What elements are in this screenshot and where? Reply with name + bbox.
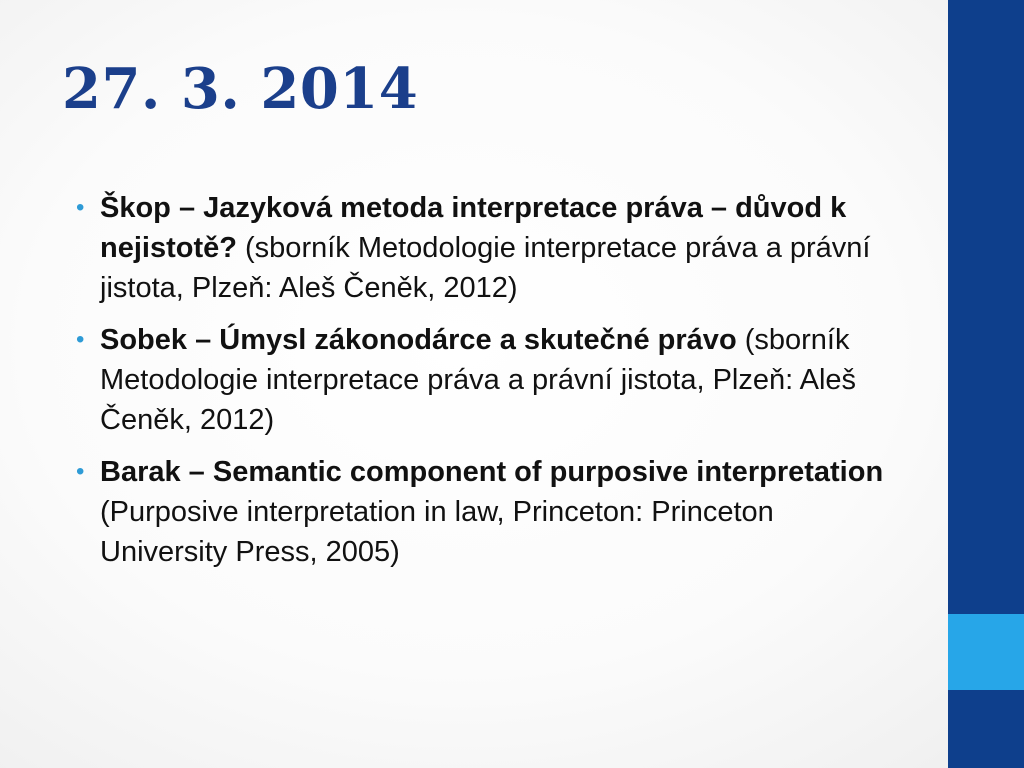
side-bar-dark-segment-bottom bbox=[948, 690, 1024, 768]
bullet-bold-text: Škop – Jazyková metoda interpretace práva – důvod k nejistotě? bbox=[100, 192, 847, 264]
slide-title: 27. 3. 2014 bbox=[62, 56, 419, 122]
bullet-marker-icon: • bbox=[76, 458, 85, 485]
bullet-list bbox=[76, 188, 906, 584]
bullet-bold-text: Barak – Semantic component of purposive interpretation bbox=[100, 456, 884, 488]
bullet-bold-text: Sobek – Úmysl zákonodárce a skutečné právo bbox=[100, 324, 737, 356]
side-bar-accent-segment bbox=[948, 614, 1024, 690]
bullet-normal-text: (sborník Metodologie interpretace práva a právní jistota, Plzeň: Aleš Čeněk, 2012) bbox=[100, 324, 857, 436]
bullet-normal-text: (Purposive interpretation in law, Princeton: Princeton University Press, 2005) bbox=[100, 496, 774, 568]
bullet-marker-icon: • bbox=[76, 326, 85, 353]
bullet-normal-text: (sborník Metodologie interpretace práva a právní jistota, Plzeň: Aleš Čeněk, 2012) bbox=[100, 232, 871, 304]
bullet-item bbox=[76, 452, 906, 572]
side-bar-dark-segment bbox=[948, 0, 1024, 614]
bullet-marker-icon: • bbox=[76, 194, 85, 221]
bullet-item bbox=[76, 320, 906, 440]
bullet-item bbox=[76, 188, 906, 308]
decorative-side-bar bbox=[948, 0, 1024, 768]
